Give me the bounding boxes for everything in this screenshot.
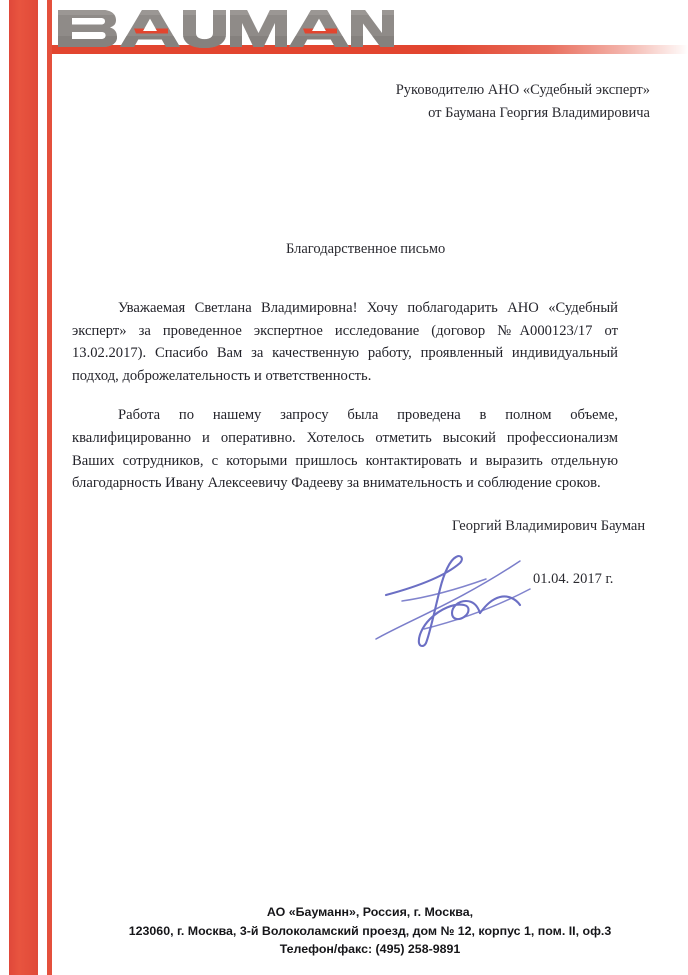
signature-date: 01.04. 2017 г. xyxy=(533,571,614,587)
baumann-logo xyxy=(56,6,396,50)
body-paragraph-1: Уважаемая Светлана Владимировна! Хочу поблагодарить АНО «Судебный эксперт» за проведенное экспертное исследование (договор №А000123/17 от 13.02.2017). Спасибо Вам за качественную работу, проявленный индивидуальный подход, доброжелательность и ответственность. xyxy=(72,300,618,384)
addressee-block xyxy=(396,79,650,125)
footer-company: АО «Бауманн», Россия, г. Москва, xyxy=(266,905,474,919)
left-red-thin-line xyxy=(47,0,52,975)
footer-block xyxy=(52,903,688,959)
addressee-line-1: Руководителю АНО «Судебный эксперт» xyxy=(395,82,650,98)
footer-phone: Телефон/факс: (495) 258-9891 xyxy=(279,942,461,956)
body-paragraph-2: Работа по нашему запросу была проведена в полном объеме, квалифицированно и оперативно. Хотелось отметить высокий профессионализм Ваших сотрудников, с которыми пришлось контактировать и выразить отдельную благодарность Ивану Алексеевичу Фадееву за внимательность и соблюдение сроков. xyxy=(72,407,618,492)
document-title: Благодарственное письмо xyxy=(286,241,446,257)
footer-address: 123060, г. Москва, 3-й Волоколамский проезд, дом № 12, корпус 1, пом. II, оф.3 xyxy=(128,923,612,938)
signer-name: Георгий Владимирович Бауман xyxy=(452,518,646,534)
left-red-bar xyxy=(9,0,38,975)
letter-body xyxy=(72,297,618,512)
addressee-line-2: от Баумана Георгия Владимировича xyxy=(428,105,650,121)
handwritten-signature xyxy=(368,543,558,648)
